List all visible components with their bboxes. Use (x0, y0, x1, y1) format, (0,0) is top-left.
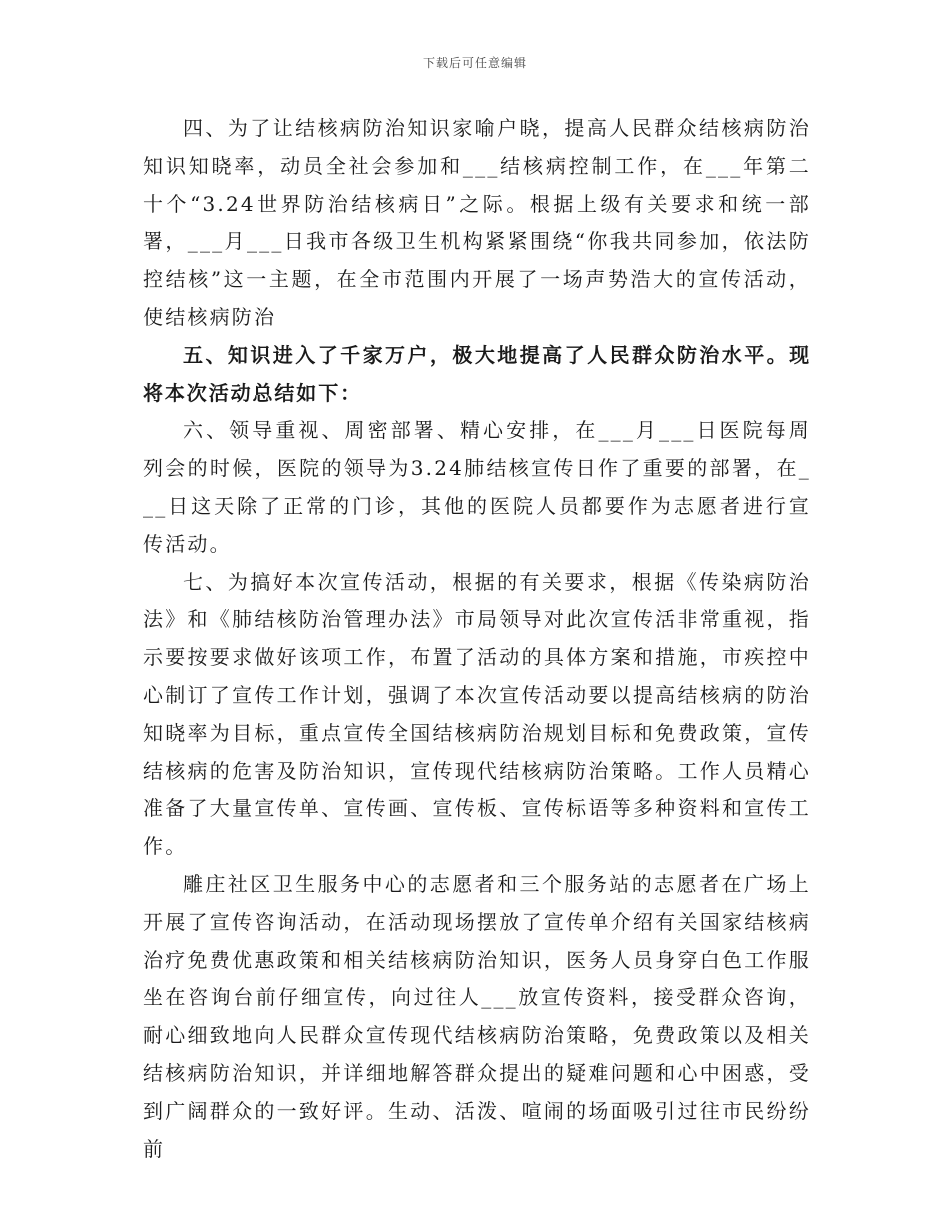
paragraph-community: 雕庄社区卫生服务中心的志愿者和三个服务站的志愿者在广场上开展了宣传咨询活动，在活动现场摆放了宣传单介绍有关国家结核病治疗免费优惠政策和相关结核病防治知识，医务人员身穿白色工作服坐在咨询台前仔细宣传，向过往人___放宣传资料，接受群众咨询，耐心细致地向人民群众宣传现代结核病防治策略，免费政策以及相关结核病防治知识，并详细地解答群众提出的疑难问题和心中困惑，受到广阔群众的一致好评。生动、活泼、喧闹的场面吸引过往市民纷纷前 (143, 871, 811, 1161)
paragraph-7: 七、为搞好本次宣传活动，根据的有关要求，根据《传染病防治法》和《肺结核防治管理办法》市局领导对此次宣传活非常重视，指示要按要求做好该项工作，布置了活动的具体方案和措施，市疾控中心制订了宣传工作计划，强调了本次宣传活动要以提高结核病的防治知晓率为目标，重点宣传全国结核病防治规划目标和免费政策，宣传结核病的危害及防治知识，宣传现代结核病防治策略。工作人员精心准备了大量宣传单、宣传画、宣传板、宣传标语等多种资料和宣传工作。 (143, 569, 811, 859)
page-header-note: 下载后可任意编辑 (422, 56, 527, 70)
paragraph-5: 五、知识进入了千家万户，极大地提高了人民群众防治水平。现将本次活动总结如下： (143, 342, 811, 405)
paragraph-4: 四、为了让结核病防治知识家喻户晓，提高人民群众结核病防治知识知晓率，动员全社会参加和___结核病控制工作，在___年第二十个“3.24世界防治结核病日”之际。根据上级有关要求和统一部署，___月___日我市各级卫生机构紧紧围绕“你我共同参加，依法防控结核”这一主题，在全市范围内开展了一场声势浩大的宣传活动，使结核病防治 (143, 116, 811, 329)
document-body (143, 110, 811, 1168)
paragraph-6: 六、领导重视、周密部署、精心安排，在___月___日医院每周列会的时候，医院的领导为3.24肺结核宣传日作了重要的部署，在___日这天除了正常的门诊，其他的医院人员都要作为志愿者进行宣传活动。 (143, 418, 811, 556)
